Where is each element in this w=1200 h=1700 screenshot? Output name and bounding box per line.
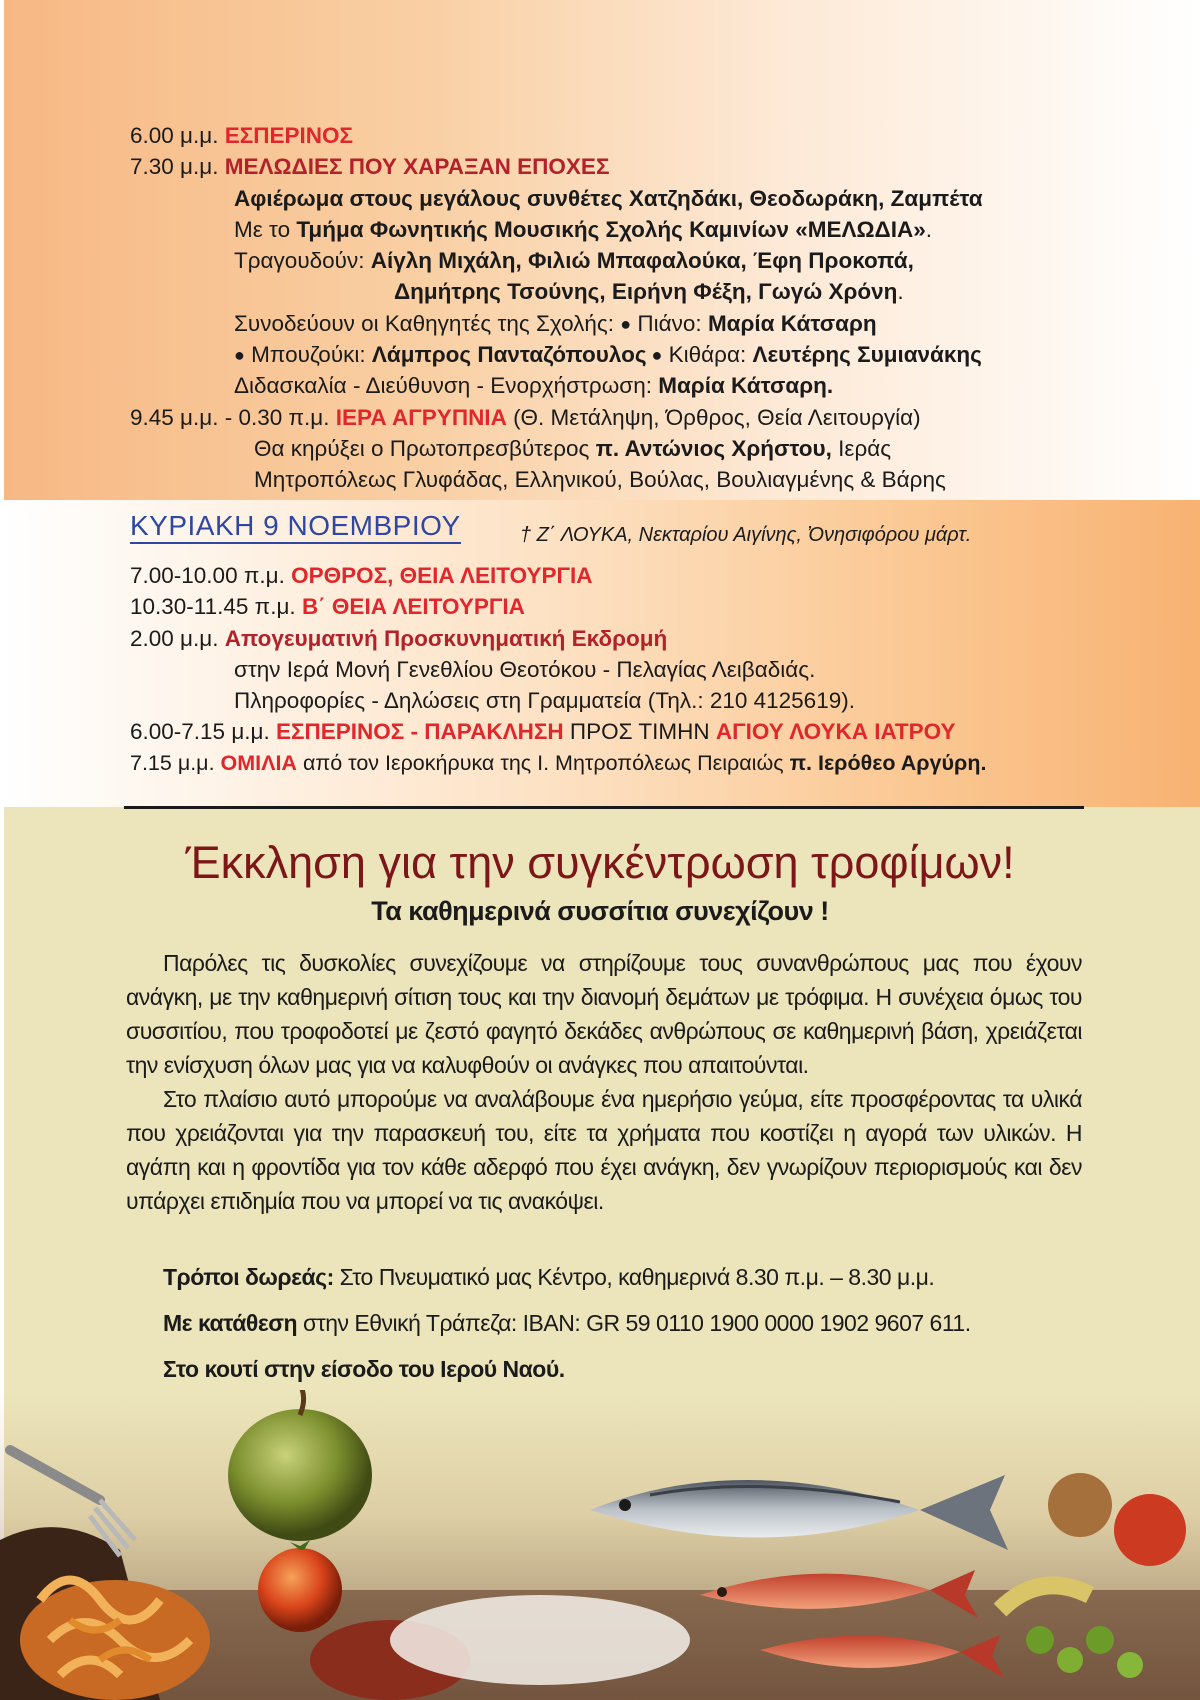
- metropolis-line: Μητροπόλεως Γλυφάδας, Ελληνικού, Βούλας, Βουλιαγμένης & Βάρης: [254, 467, 946, 493]
- singer-names: Αίγλη Μιχάλη, Φιλιώ Μπαφαλούκα, Έφη Προκοπά,: [370, 248, 914, 274]
- event-time: 9.45 μ.μ. - 0.30 π.μ.: [130, 404, 336, 430]
- text-span: Ιεράς: [831, 435, 892, 461]
- event-title: Β΄ ΘΕΙΑ ΛΕΙΤΟΥΡΓΙΑ: [301, 594, 525, 620]
- event-title: ΕΣΠΕΡΙΝΟΣ: [224, 123, 354, 148]
- sunday-day-title: ΚΥΡΙΑΚΗ 9 ΝΟΕΜΒΡΙΟΥ: [130, 510, 461, 544]
- event-time: 7.00-10.00 π.μ.: [130, 563, 292, 588]
- trip-destination: στην Ιερά Μονή Γενεθλίου Θεοτόκου - Πελαγίας Λειβαδιάς.: [234, 656, 816, 682]
- tribute-line: Αφιέρωμα στους μεγάλους συνθέτες Χατζηδάκι, Θεοδωράκη, Ζαμπέτα: [234, 185, 983, 211]
- teacher-name: Μαρία Κάτσαρη: [707, 310, 877, 336]
- text-span: Πιάνο:: [631, 310, 708, 336]
- event-time: 2.00 μ.μ.: [130, 625, 225, 651]
- donation-ways: [163, 1264, 934, 1291]
- ice-bed: [390, 1595, 690, 1685]
- speaker-name: π. Ιερόθεο Αργύρη.: [789, 750, 987, 775]
- text-span: ΠΡΟΣ ΤΙΜΗΝ: [563, 719, 716, 745]
- food-collage-image: [0, 1390, 1200, 1700]
- bullet-icon: ●: [620, 313, 632, 334]
- singers-line-2: [130, 276, 983, 307]
- sunday-schedule: [130, 560, 986, 779]
- donation-text: στην Εθνική Τράπεζα: IBAN: GR 59 0110 1900 0000 1902 9607 611.: [297, 1310, 971, 1336]
- trip-info: Πληροφορίες - Δηλώσεις στη Γραμματεία (Τηλ.: 210 4125619).: [234, 688, 855, 714]
- text-span: Τραγουδούν:: [234, 248, 371, 274]
- text-span: Με το: [234, 216, 297, 242]
- text-span: Θα κηρύξει ο Πρωτοπρεσβύτερος: [254, 435, 596, 461]
- direction-line: [130, 370, 983, 401]
- school-line: [130, 214, 983, 245]
- bullet-icon: ●: [234, 345, 245, 366]
- singers-line: [130, 245, 983, 276]
- donation-box: Στο κουτί στην είσοδο του Ιερού Ναού.: [163, 1356, 565, 1382]
- schedule-line: [130, 120, 983, 151]
- event-title: Απογευματινή Προσκυνηματική Εκδρομή: [224, 625, 668, 651]
- tomato-icon: [258, 1548, 342, 1632]
- pasta-icon: [20, 1580, 210, 1700]
- event-title: ΟΡΘΡΟΣ, ΘΕΙΑ ΛΕΙΤΟΥΡΓΙΑ: [291, 563, 593, 588]
- appeal-title: Έκκληση για την συγκέντρωση τροφίμων!: [185, 837, 1015, 888]
- appeal-body: [126, 946, 1082, 1218]
- singer-names: Δημήτρης Τσούνης, Ειρήνη Φέξη, Γωγώ Χρόνη: [394, 279, 898, 305]
- schedule-line: [130, 591, 986, 622]
- donation-label: Με κατάθεση: [163, 1310, 298, 1336]
- teachers-line: [130, 308, 983, 339]
- schedule-line: [130, 623, 986, 654]
- event-title: ΟΜΙΛΙΑ: [220, 750, 297, 775]
- fish-icon: [590, 1475, 1008, 1550]
- director-name: Μαρία Κάτσαρη.: [658, 373, 834, 399]
- text-span: Διδασκαλία - Διεύθυνση - Ενορχήστρωση:: [234, 373, 659, 399]
- event-time: 7.15 μ.μ.: [130, 750, 221, 775]
- event-time: 6.00 μ.μ.: [130, 123, 225, 148]
- section-divider: [124, 806, 1084, 809]
- sunday-feast: † Ζ΄ ΛΟΥΚΑ, Νεκταρίου Αιγίνης, Ὀνησιφόρου μάρτ.: [520, 524, 972, 546]
- donation-bank: [163, 1310, 971, 1337]
- saint-name: ΑΓΙΟΥ ΛΟΥΚΑ ΙΑΤΡΟΥ: [715, 719, 956, 745]
- schedule-line: [130, 560, 986, 591]
- teachers-line-2: [130, 339, 983, 370]
- donation-label: Τρόποι δωρεάς:: [163, 1264, 334, 1290]
- schedule-line: [130, 748, 986, 779]
- schedule-line: [130, 402, 983, 433]
- text-span: Κιθάρα:: [662, 342, 753, 368]
- appeal-paragraph: Παρόλες τις δυσκολίες συνεχίζουμε να στηρίζουμε τους συνανθρώπους μας που έχουν ανάγκη, με την καθημερινή σίτιση τους και την διανομή δεμάτων με τρόφιμα. Η συνέχεια όμως του συσσιτίου, που τροφοδοτεί με ζεστό φαγητό δεκάδες ανθρώπους σε καθημερινή βάση, χρειάζεται την ενίσχυση όλων μας για να καλυφθούν οι ανάγκες που απαιτούνται.: [126, 950, 1082, 1078]
- donation-text: Στο Πνευματικό μας Κέντρο, καθημερινά 8.30 π.μ. – 8.30 μ.μ.: [333, 1264, 935, 1290]
- appeal-subtitle: Τα καθημερινά συσσίτια συνεχίζουν !: [371, 896, 829, 926]
- appeal-paragraph: Στο πλαίσιο αυτό μπορούμε να αναλάβουμε ένα ημερήσιο γεύμα, είτε προσφέροντας τα υλικά που χρειάζονται για την παρασκευή του, είτε τα χρήματα που κοστίζει η αγορά των υλικών. Η αγάπη και η φροντίδα για τον κάθε αδερφό που έχει ανάγκη, δεν γνωρίζουν περιορισμούς και δεν υπάρχει επιδημία που να μπορεί να τις ανακόψει.: [126, 1086, 1082, 1214]
- bullet-icon: ●: [646, 345, 663, 366]
- text-span: Μπουζούκι:: [244, 342, 372, 368]
- schedule-line: [130, 716, 986, 747]
- teacher-name: Λευτέρης Συμιανάκης: [752, 342, 982, 368]
- teacher-name: Λάμπρος Πανταζόπουλος: [371, 342, 647, 368]
- text-span: .: [897, 279, 904, 305]
- text-span: .: [925, 216, 932, 242]
- event-time: 7.30 μ.μ.: [130, 154, 225, 180]
- school-name: Τμήμα Φωνητικής Μουσικής Σχολής Καμινίων «ΜΕΛΩΔΙΑ»: [296, 216, 926, 242]
- saturday-schedule: [130, 120, 983, 496]
- event-title: ΙΕΡΑ ΑΓΡΥΠΝΙΑ: [335, 404, 507, 430]
- event-title: ΜΕΛΩΔΙΕΣ ΠΟΥ ΧΑΡΑΞΑΝ ΕΠΟΧΕΣ: [224, 154, 610, 180]
- schedule-line: [130, 151, 983, 182]
- tomato-stem-icon: [290, 1540, 310, 1550]
- event-note: (Θ. Μετάληψη, Όρθρος, Θεία Λειτουργία): [506, 404, 921, 430]
- event-time: 10.30-11.45 π.μ.: [130, 594, 302, 620]
- text-span: από τον Ιεροκήρυκα της Ι. Μητροπόλεως Πειραιώς: [296, 750, 790, 775]
- text-span: Συνοδεύουν οι Καθηγητές της Σχολής:: [234, 310, 621, 336]
- apple-icon: [228, 1390, 372, 1541]
- preacher-line: [130, 433, 983, 464]
- event-title: ΕΣΠΕΡΙΝΟΣ - ΠΑΡΑΚΛΗΣΗ: [276, 719, 564, 745]
- food-illustration-svg: [0, 1390, 1200, 1700]
- preacher-name: π. Αντώνιος Χρήστου,: [595, 435, 832, 461]
- event-time: 6.00-7.15 μ.μ.: [130, 719, 277, 745]
